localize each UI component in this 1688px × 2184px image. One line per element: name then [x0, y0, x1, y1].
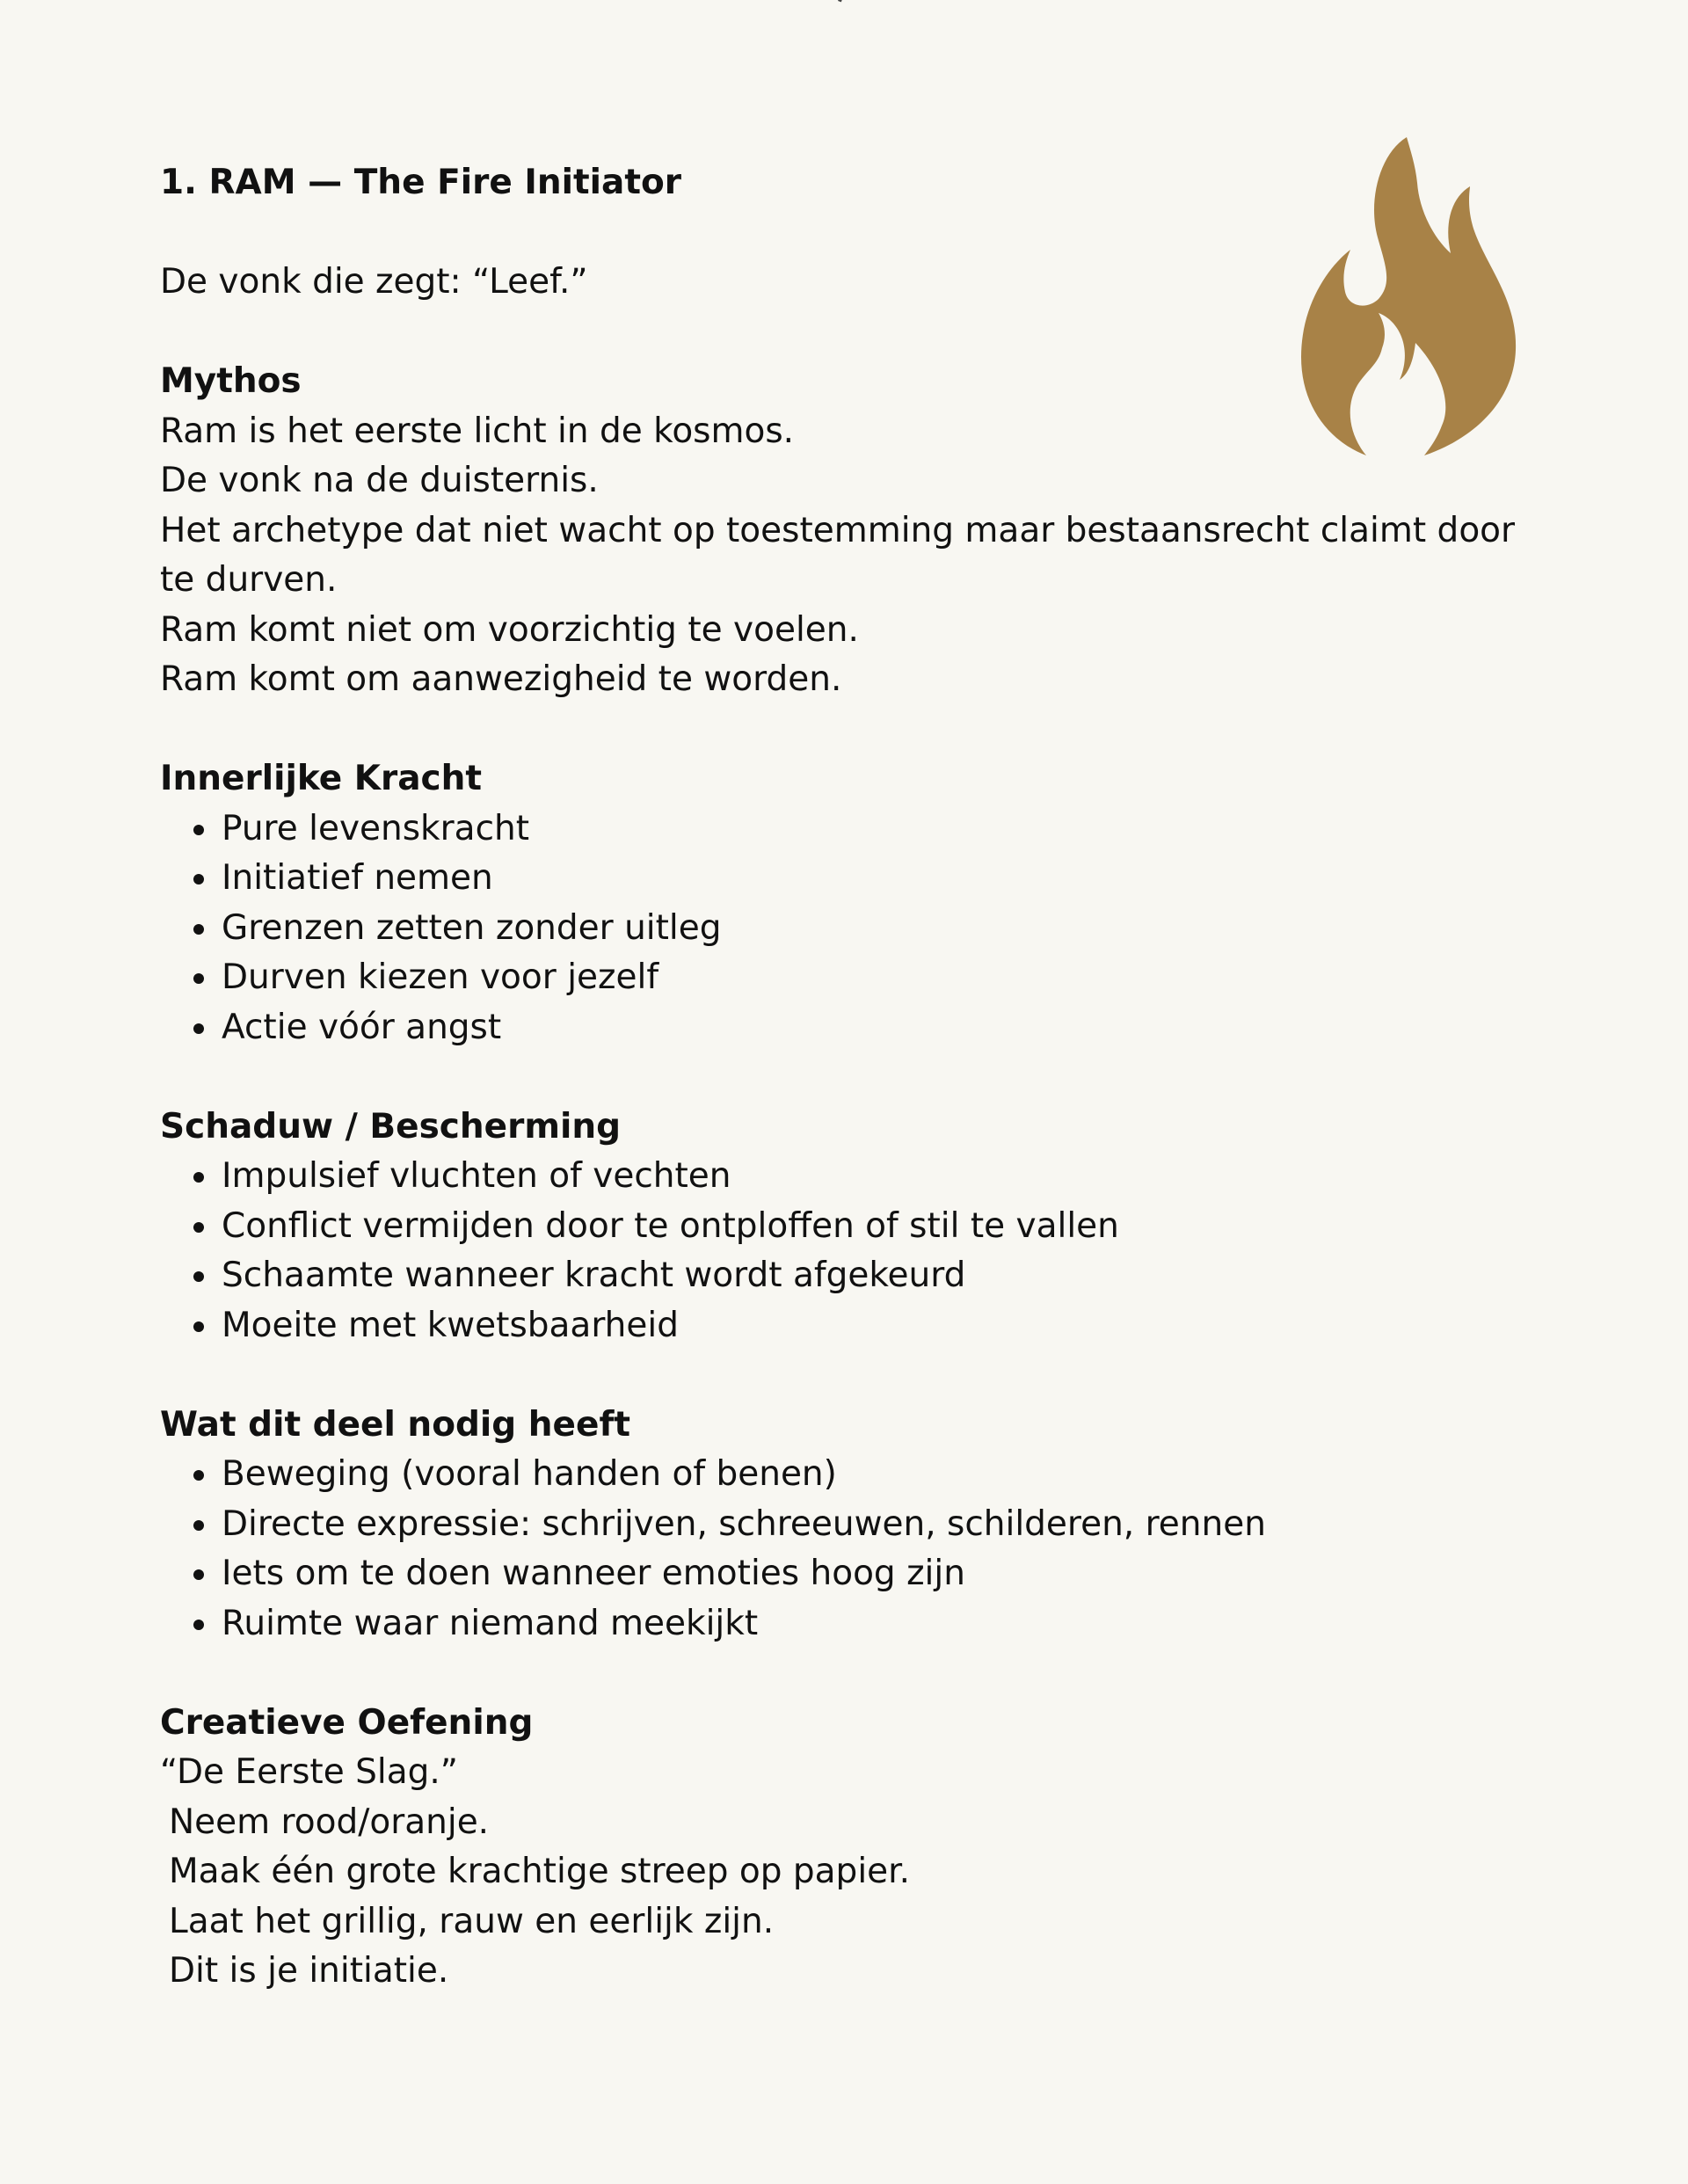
exercise-step: Dit is je initiatie.: [169, 1951, 449, 1991]
list-item: • Ruimte waar niemand meekijkt: [220, 1599, 1532, 1649]
exercise-heading: Creatieve Oefening: [160, 1702, 534, 1743]
mythos-line: Ram komt om aanwezigheid te worden.: [160, 659, 842, 699]
shadow-heading: Schaduw / Bescherming: [160, 1106, 622, 1147]
page-top-mark: [838, 0, 845, 2]
exercise-step: Maak één grote krachtige streep op papier.: [169, 1852, 910, 1891]
exercise-step: Laat het grillig, rauw en eerlijk zijn.: [169, 1901, 775, 1941]
mythos-heading: Mythos: [160, 361, 302, 401]
list-item: • Beweging (vooral handen of benen): [220, 1450, 1532, 1500]
mythos-line: Het archetype dat niet wacht op toestemming maar bestaansrecht claimt door te durven.: [160, 510, 1516, 600]
list-item: • Conflict vermijden door te ontploffen of stil te vallen: [220, 1202, 1532, 1252]
list-item: • Initiatief nemen: [220, 854, 1532, 904]
list-item: • Pure levenskracht: [220, 804, 1532, 855]
list-item: • Schaamte wanneer kracht wordt afgekeurd: [220, 1251, 1532, 1301]
shadow-list: [160, 1152, 1532, 1350]
mythos-line: De vonk na de duisternis.: [160, 461, 599, 500]
inner-strength-heading: Innerlijke Kracht: [160, 759, 483, 798]
needs-list: [160, 1450, 1532, 1649]
page-title: 1. RAM — The Fire Initiator: [160, 163, 682, 202]
mythos-line: Ram is het eerste licht in de kosmos.: [160, 411, 795, 451]
document-page: [160, 158, 1532, 1997]
list-item: • Impulsief vluchten of vechten: [220, 1152, 1532, 1202]
list-item: • Iets om te doen wanneer emoties hoog zijn: [220, 1549, 1532, 1599]
exercise-name: “De Eerste Slag.”: [160, 1752, 458, 1792]
exercise-step: Neem rood/oranje.: [169, 1802, 490, 1842]
list-item: • Moeite met kwetsbaarheid: [220, 1301, 1532, 1351]
list-item: • Durven kiezen voor jezelf: [220, 953, 1532, 1003]
needs-heading: Wat dit deel nodig heeft: [160, 1404, 631, 1445]
tagline: De vonk die zegt: “Leef.”: [160, 262, 588, 302]
list-item: • Directe expressie: schrijven, schreeuwen, schilderen, rennen: [220, 1500, 1532, 1550]
list-item: • Grenzen zetten zonder uitleg: [220, 904, 1532, 954]
mythos-line: Ram komt niet om voorzichtig te voelen.: [160, 609, 859, 650]
inner-strength-list: [160, 804, 1532, 1053]
list-item: • Actie vóór angst: [220, 1003, 1532, 1053]
